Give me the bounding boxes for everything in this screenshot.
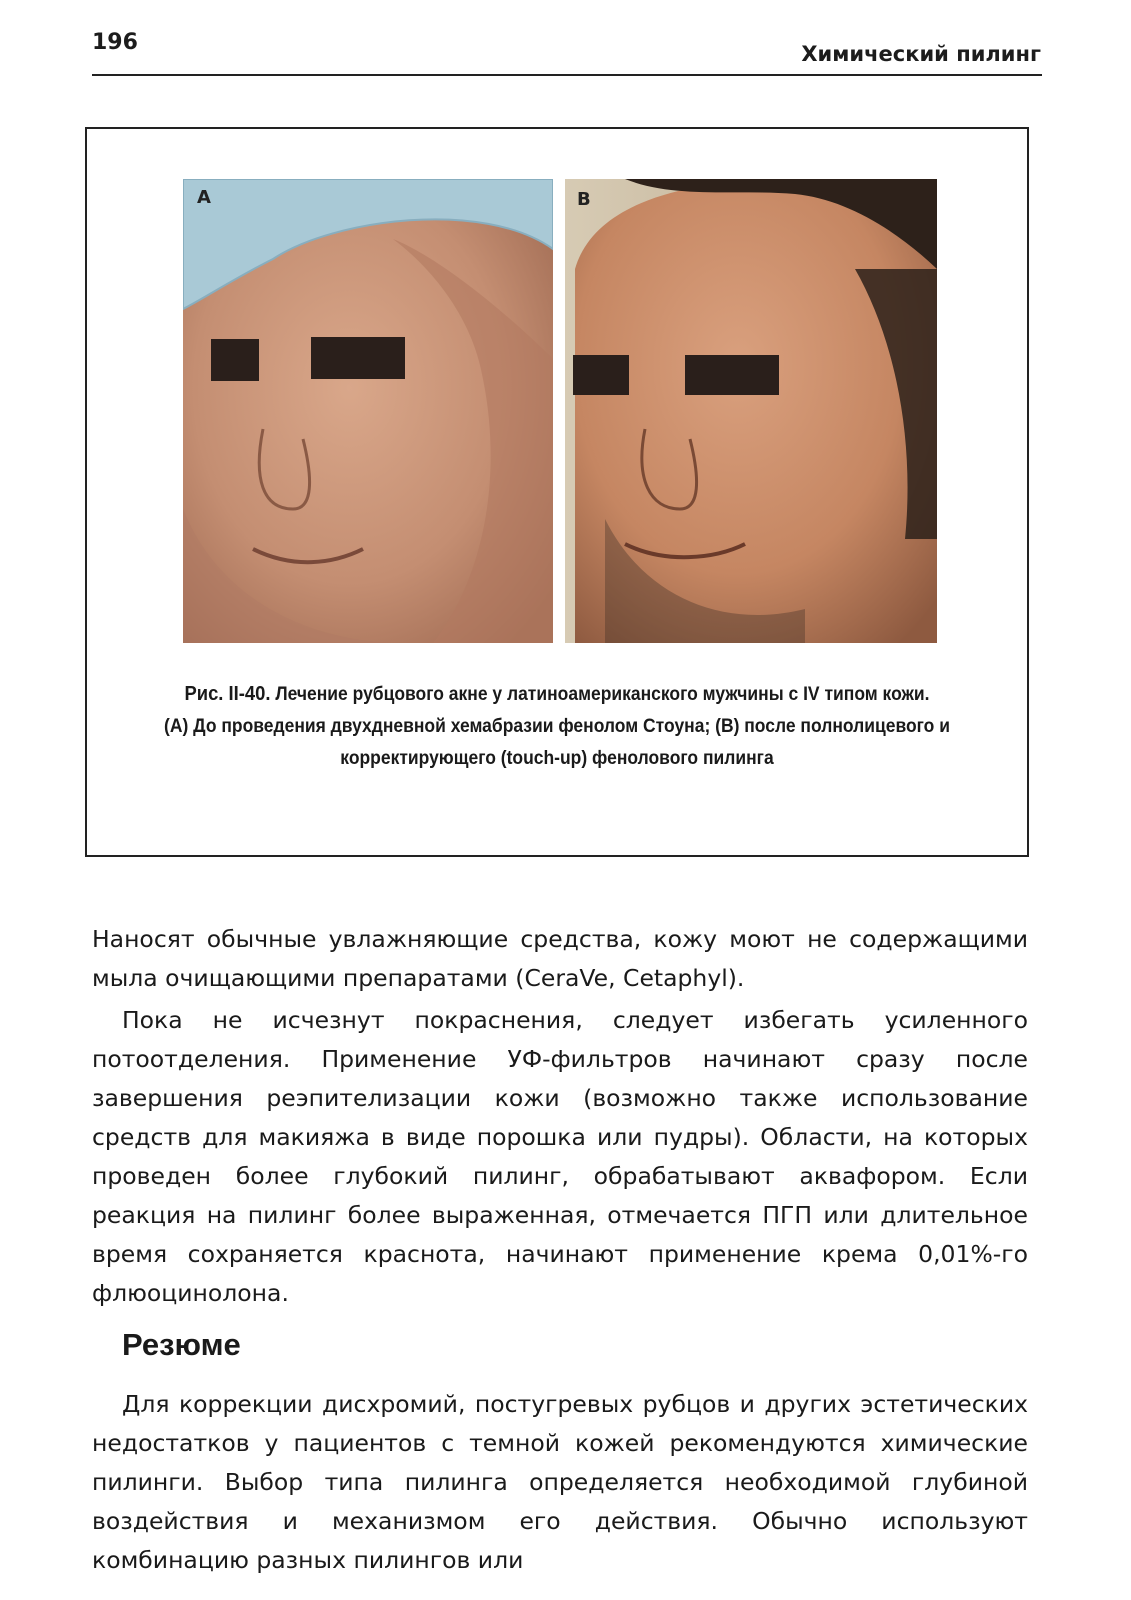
header-rule bbox=[92, 74, 1042, 76]
caption-label: Рис. II-40. bbox=[184, 683, 271, 705]
figure-frame bbox=[85, 127, 1029, 857]
photo-after bbox=[565, 179, 937, 643]
body-text bbox=[92, 920, 1028, 1313]
panel-b-label: B bbox=[577, 189, 591, 210]
eye-bar-left bbox=[211, 339, 259, 381]
photo-before bbox=[183, 179, 553, 643]
caption-line: корректирующего (touch-up) фенолового пилинга bbox=[340, 748, 774, 769]
eye-bar-right bbox=[685, 355, 779, 395]
paragraph: Наносят обычные увлажняющие средства, кожу моют не содержащими мыла очищающими препаратами (CeraVe, Cetaphyl). bbox=[92, 925, 1028, 992]
running-title: Химический пилинг bbox=[801, 42, 1041, 66]
paragraph: Для коррекции дисхромий, постугревых рубцов и других эстетических недостатков у пациентов с темной кожей рекомендуются химические пилинги. Выбор типа пилинга определяется необходимой глубиной воздействия и механизмом его действия. Обычно используют комбинацию разных пилингов или bbox=[92, 1390, 1028, 1574]
eye-bar-left bbox=[573, 355, 629, 395]
eye-bar-right bbox=[311, 337, 405, 379]
summary-text bbox=[92, 1385, 1028, 1580]
paragraph: Пока не исчезнут покраснения, следует избегать усиленного потоотделения. Применение УФ-фильтров начинают сразу после завершения реэпителизации кожи (возможно также использование средств для макияжа в виде порошка или пудры). Области, на которых проведен более глубокий пилинг, обрабатывают аквафором. Если реакция на пилинг более выраженная, отмечается ПГП или длительное время сохраняется краснота, начинают применение крема 0,01%-го флюоцинолона. bbox=[92, 1006, 1028, 1307]
panel-a-label: A bbox=[197, 187, 211, 208]
caption-line: (A) До проведения двухдневной хемабразии фенолом Стоуна; (B) после полнолицевого и bbox=[164, 716, 950, 737]
page-number: 196 bbox=[92, 30, 138, 55]
caption-line: Лечение рубцового акне у латиноамериканского мужчины с IV типом кожи. bbox=[275, 684, 930, 705]
figure-caption bbox=[161, 678, 952, 775]
section-heading: Резюме bbox=[122, 1327, 241, 1362]
